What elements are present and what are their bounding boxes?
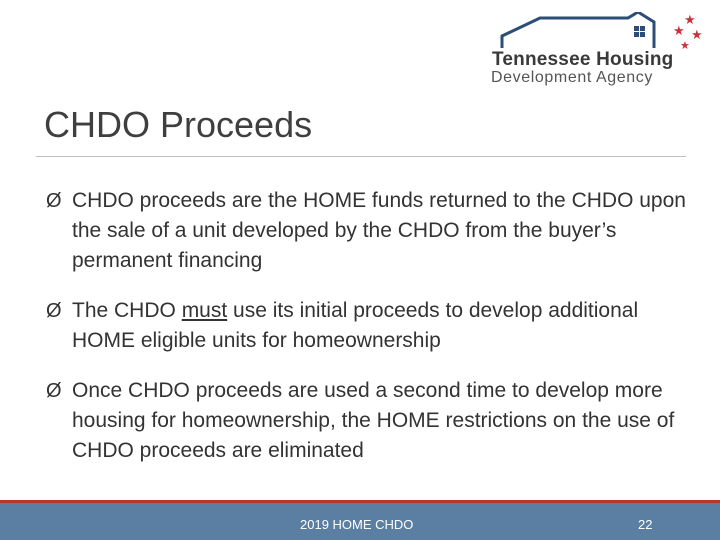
footer-label: 2019 HOME CHDO — [300, 517, 414, 532]
arrow-bullet-icon: Ø — [46, 380, 62, 402]
slide-title: CHDO Proceeds — [44, 104, 313, 145]
bullet-text: Once CHDO proceeds are used a second time to develop more housing for homeownership, the HOME restrictions on the use of CHDO proceeds are eliminated — [72, 379, 675, 462]
bullet-emphasis: must — [181, 299, 228, 322]
page-number: 22 — [638, 517, 653, 532]
arrow-bullet-icon: Ø — [46, 300, 62, 322]
house-stars-icon — [488, 12, 710, 52]
svg-text:★: ★ — [684, 13, 696, 28]
svg-text:★: ★ — [673, 24, 685, 39]
bullet-item — [46, 376, 696, 466]
logo-line-2: Development Agency — [491, 69, 654, 86]
bullet-text: CHDO proceeds are the HOME funds returned to the CHDO upon the sale of a unit developed by the CHDO from the buyer’s permanent financing — [72, 189, 686, 272]
bullet-text-before: The CHDO — [72, 299, 182, 322]
footer-bar — [0, 500, 720, 540]
svg-text:★: ★ — [680, 39, 690, 52]
logo-line-1: Tennessee Housing — [492, 49, 674, 70]
svg-text:★: ★ — [691, 28, 703, 43]
tennessee-housing-logo — [488, 12, 710, 84]
bullet-text-after: use its initial proceeds to develop additional HOME eligible units for homeownership — [72, 299, 639, 352]
bullet-list — [46, 186, 696, 486]
title-divider — [36, 156, 686, 157]
bullet-item — [46, 296, 696, 356]
arrow-bullet-icon: Ø — [46, 190, 62, 212]
bullet-item — [46, 186, 696, 276]
